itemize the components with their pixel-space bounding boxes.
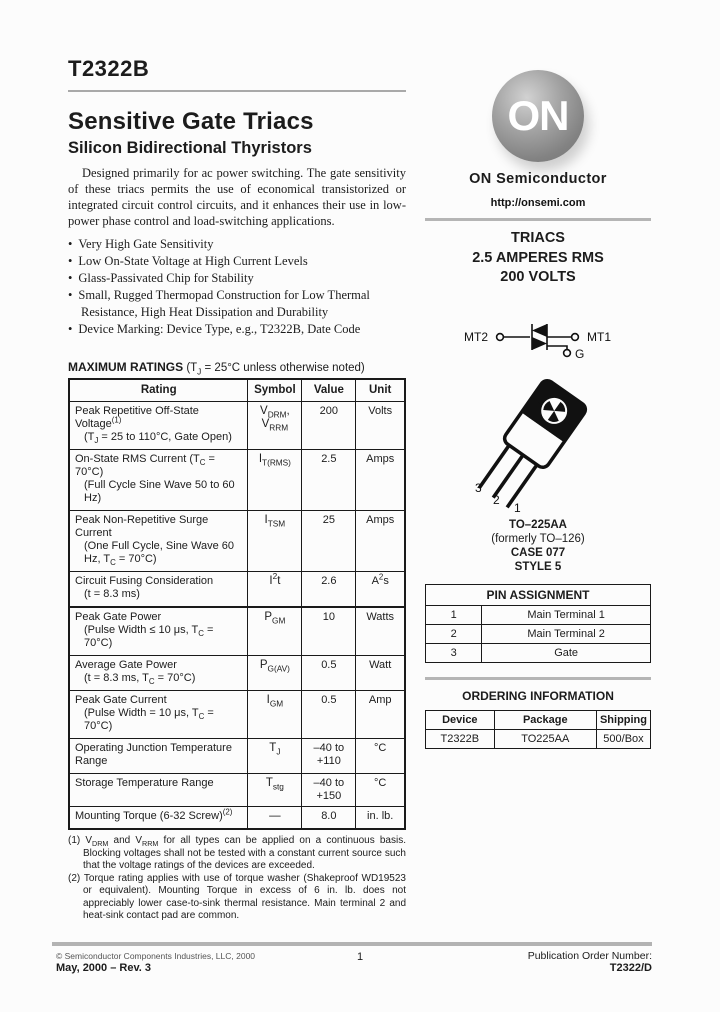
rating-label: Average Gate Power: [75, 659, 177, 671]
triac-schematic-icon: [425, 318, 651, 368]
gate-label: G: [575, 346, 585, 361]
pin-2-label: 2: [493, 492, 500, 507]
device-summary: [425, 229, 651, 288]
logo-text: ON: [507, 92, 569, 139]
summary-line: TRIACS: [511, 230, 565, 246]
rating-label: On-State RMS Current $(T_C = 70^\circ C)$: [75, 453, 215, 478]
package-info: [425, 518, 651, 574]
col-header-symbol: Symbol: [248, 379, 302, 402]
pin-function: Gate: [482, 643, 651, 662]
rating-label: Peak Gate Power: [75, 611, 162, 623]
brand-name: ON Semiconductor: [469, 171, 607, 187]
col-header-device: Device: [426, 710, 495, 729]
rating-value: –40 to +110: [302, 739, 356, 774]
rating-symbol: $I_{T(RMS)}$: [248, 450, 302, 511]
rating-label: Operating Junction Temperature Range: [75, 742, 232, 767]
pin-assignment-table: [425, 584, 651, 663]
rating-condition: (Pulse Width = 10 μs, $T_C = 70^\circ C$): [84, 707, 214, 732]
pin-3-label: 3: [475, 480, 482, 495]
table-row: [69, 691, 405, 739]
col-header-unit: Unit: [356, 379, 405, 402]
ordering-device: T2322B: [426, 729, 495, 748]
rating-condition: (t = 8.3 ms, $T_C = 70^\circ C$): [84, 672, 196, 687]
pin-number: 3: [426, 643, 482, 662]
publication-order-number: T2322/D: [609, 962, 652, 974]
rating-condition: (Full Cycle Sine Wave 50 to 60 Hz): [84, 479, 235, 504]
footnote-1: (1) $V_{DRM}$ and $V_{RRM}$ for all types can be applied on a continuous basis. Blocking voltages shall not be tested with a constant current source such that the voltage ratings of the devices are exceeded.: [68, 835, 406, 871]
table-header-row: [69, 379, 405, 402]
rating-unit: Amps: [356, 450, 405, 511]
pin-function: Main Terminal 1: [482, 605, 651, 624]
pin-1-label: 1: [514, 500, 521, 515]
pin-row: [426, 605, 651, 624]
feature-item: • Low On-State Voltage at High Current Levels: [68, 253, 406, 270]
ordering-package: TO225AA: [494, 729, 596, 748]
rating-value: 200: [302, 402, 356, 450]
rating-symbol: $V_{DRM}$, $V_{RRM}$: [248, 402, 302, 450]
rating-value: 8.0: [302, 807, 356, 830]
table-row: [69, 607, 405, 656]
rating-symbol: $I_{TSM}$: [248, 511, 302, 572]
section-divider: [425, 677, 651, 680]
feature-item: • Very High Gate Sensitivity: [68, 236, 406, 253]
rating-label: Mounting Torque (6-32 Screw)$^{(2)}$: [75, 807, 233, 822]
pin-function: Main Terminal 2: [482, 624, 651, 643]
max-ratings-title: MAXIMUM RATINGS: [68, 360, 184, 374]
rating-unit: Watt: [356, 656, 405, 691]
ordering-table: [425, 710, 651, 749]
ordering-header-row: [426, 710, 651, 729]
pin-row: [426, 624, 651, 643]
rating-condition: ($T_J = 25$ to 110°C, Gate Open): [84, 431, 232, 446]
rating-unit: Amp: [356, 691, 405, 739]
rating-unit: Volts: [356, 402, 405, 450]
rating-unit: Amps: [356, 511, 405, 572]
table-row: [69, 774, 405, 807]
rating-label: Peak Gate Current: [75, 694, 167, 706]
feature-list: [68, 236, 406, 338]
col-header-rating: Rating: [69, 379, 248, 402]
rating-unit: °C: [356, 739, 405, 774]
feature-item: • Glass-Passivated Chip for Stability: [68, 270, 406, 287]
mt1-label: MT1: [587, 329, 611, 344]
description-paragraph: Designed primarily for ac power switching. The gate sensitivity of these triacs permits the use of economical transistorized or integrated circuit control circuits, and it enhances their use in low-power phase control and load-switching applications.: [68, 166, 406, 228]
footer-copyright: © Semiconductor Components Industries, LLC, 2000: [56, 951, 256, 961]
publication-order-label: Publication Order Number:: [527, 950, 652, 962]
package-style: STYLE 5: [514, 560, 562, 573]
pin-number: 2: [426, 624, 482, 643]
page-title: Sensitive Gate Triacs: [68, 108, 314, 135]
rating-value: 10: [302, 607, 356, 656]
rating-value: 25: [302, 511, 356, 572]
rating-value: 0.5: [302, 656, 356, 691]
rating-value: 2.6: [302, 572, 356, 608]
table-row: [69, 450, 405, 511]
table-row: [69, 511, 405, 572]
pin-assignment-title: PIN ASSIGNMENT: [426, 584, 651, 605]
rating-label: Circuit Fusing Consideration: [75, 575, 214, 587]
rating-unit: °C: [356, 774, 405, 807]
right-column: [425, 58, 651, 749]
footer-divider: [52, 942, 652, 946]
brand-url-link[interactable]: http://onsemi.com: [490, 197, 586, 209]
table-row: [69, 807, 405, 830]
footnote-2: (2) Torque rating applies with use of torque washer (Shakeproof WD19523 or equivalent). Mounting Torque in excess of 6 in. lb. does not appreciably lower case-to-sink thermal resistance. Main terminal 2 and heat-sink contact pad are common.: [68, 872, 406, 921]
page-subtitle: Silicon Bidirectional Thyristors: [68, 139, 312, 157]
rating-unit: $A^2s$: [356, 572, 405, 608]
rating-value: 0.5: [302, 691, 356, 739]
ordering-information-title: ORDERING INFORMATION: [462, 688, 614, 703]
page-number: 1: [356, 951, 364, 963]
col-header-value: Value: [302, 379, 356, 402]
rating-symbol: $P_{G(AV)}$: [248, 656, 302, 691]
summary-line: 200 VOLTS: [500, 269, 576, 285]
package-former-name: (formerly TO–126): [491, 532, 585, 545]
part-number: T2322B: [68, 56, 150, 81]
rating-label: Peak Non-Repetitive Surge Current: [75, 514, 209, 539]
package-case: CASE 077: [510, 546, 566, 559]
footnotes: [68, 835, 406, 923]
summary-line: 2.5 AMPERES RMS: [472, 249, 604, 266]
rating-symbol: $P_{GM}$: [248, 607, 302, 656]
max-ratings-note: ($T_J = 25^\circ C$ unless otherwise noted): [186, 362, 365, 377]
rating-symbol: $T_J$: [248, 739, 302, 774]
table-row: [69, 572, 405, 608]
ordering-shipping: 500/Box: [596, 729, 650, 748]
rating-condition: (Pulse Width ≤ 10 μs, $T_C = 70^\circ C$): [84, 624, 214, 649]
rating-symbol: —: [248, 807, 302, 830]
package-name: TO–225AA: [509, 518, 567, 531]
col-header-package: Package: [494, 710, 596, 729]
rating-condition: (t = 8.3 ms): [84, 588, 140, 600]
feature-item: • Small, Rugged Thermopad Construction for Low Thermal Resistance, High Heat Dissipation and Durability: [68, 287, 406, 321]
table-row: [69, 402, 405, 450]
col-header-shipping: Shipping: [596, 710, 650, 729]
ordering-row: [426, 729, 651, 748]
rating-unit: in. lb.: [356, 807, 405, 830]
rating-condition: (One Full Cycle, Sine Wave 60 Hz, $T_C = 70^\circ C$): [84, 540, 234, 568]
pin-number: 1: [426, 605, 482, 624]
rating-label: Peak Repetitive Off-State Voltage$^{(1)}$: [75, 405, 199, 430]
feature-item: • Device Marking: Device Type, e.g., T2322B, Date Code: [68, 321, 406, 338]
rating-symbol: $I^2t$: [248, 572, 302, 608]
title-divider: [68, 90, 406, 92]
pin-row: [426, 643, 651, 662]
rating-label: Storage Temperature Range: [75, 777, 214, 789]
table-row: [69, 656, 405, 691]
on-semiconductor-logo-icon: [492, 70, 584, 162]
rating-value: 2.5: [302, 450, 356, 511]
left-column: [68, 56, 406, 923]
rating-unit: Watts: [356, 607, 405, 656]
table-row: [69, 739, 405, 774]
max-ratings-heading: [68, 360, 406, 377]
section-divider: [425, 218, 651, 221]
pin-table-header: [426, 584, 651, 605]
rating-symbol: $T_{stg}$: [248, 774, 302, 807]
footer-revision: May, 2000 – Rev. 3: [56, 962, 151, 974]
rating-symbol: $I_{GM}$: [248, 691, 302, 739]
max-ratings-table: [68, 378, 406, 830]
mt2-label: MT2: [464, 329, 488, 344]
rating-value: –40 to +150: [302, 774, 356, 807]
package-drawing: [425, 376, 651, 518]
